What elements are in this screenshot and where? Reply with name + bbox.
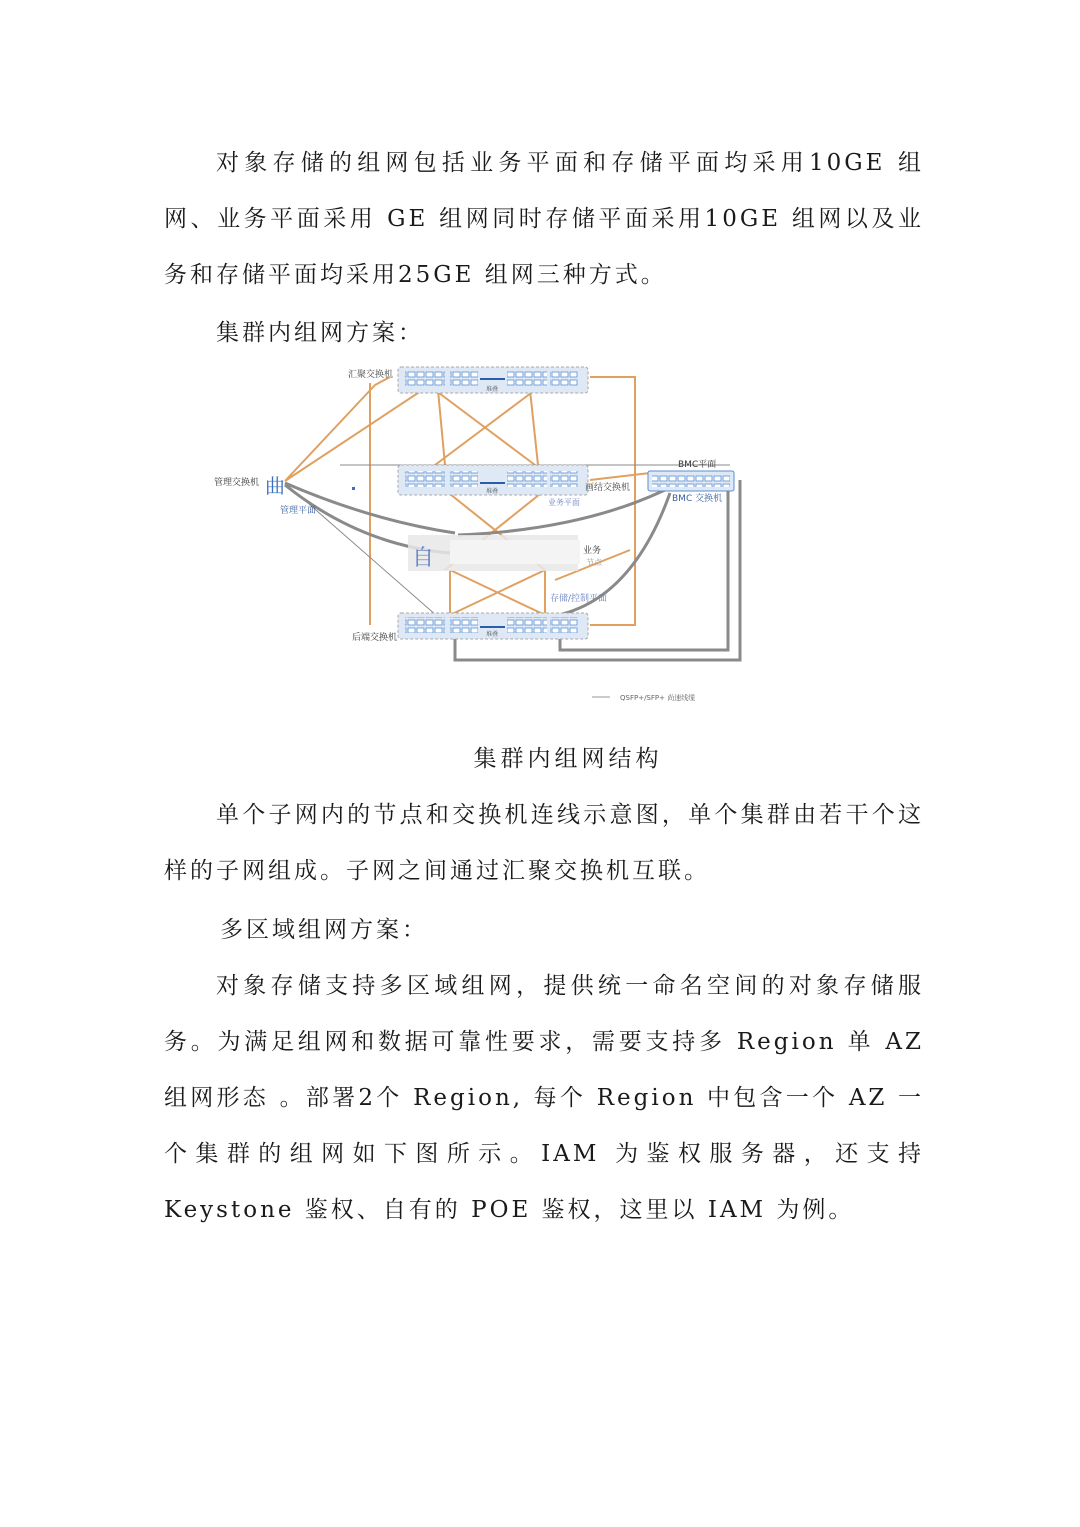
bmc-switch-label: BMC 交换机	[672, 494, 723, 504]
access-switch	[398, 465, 588, 495]
small-marker	[352, 487, 355, 490]
link-access-bmc	[590, 473, 650, 480]
service-plane-label: 业务平面	[548, 498, 580, 507]
backend-stack-label: 堆叠	[486, 631, 499, 638]
backend-switch-label: 后端交换机	[352, 633, 398, 643]
intro-paragraph: 对象存储的组网包括业务平面和存储平面均采用10GE 组网、业务平面采用 GE 组网同时存储平面采用10GE 组网以及业务和存储平面均采用25GE 组网三种方式。	[164, 150, 924, 288]
region-description: 对象存储支持多区域组网，提供统一命名空间的对象存储服务。为满足组网和数据可靠性要求，需要支持多 Region 单 AZ 组网形态 。部署2个 Region, 每个 Region 中包含一个 AZ 一个集群的组网如下图所示。IAM 为鉴权服务器，还支持 Keystone 鉴权、自有的 POE 鉴权，这里以 IAM 为例。	[164, 973, 924, 1223]
figure-caption: 集群内组网结构	[473, 746, 663, 772]
access-stack-label: 堆叠	[486, 488, 499, 495]
bmc-switch	[648, 471, 734, 491]
aggregation-stack-label: 堆叠	[486, 386, 499, 393]
service-node-label-1: 业务	[583, 546, 602, 556]
service-node-label-2: 节点	[586, 558, 602, 567]
link-agg-down-2	[530, 390, 538, 465]
legend-cable-label: QSFP+/SFP+ 尚速线缆	[620, 694, 696, 702]
link-agg-down-1	[438, 390, 445, 465]
cluster-heading: 集群内组网方案：	[216, 320, 424, 346]
cluster-description: 单个子网内的节点和交换机连线示意图，单个集群由若干个这样的子网组成。子网之间通过汇聚交换机互联。	[164, 802, 924, 884]
aggregation-switch	[398, 367, 588, 393]
region-heading: 多区域组网方案：	[220, 917, 428, 943]
cluster-network-diagram	[200, 355, 760, 710]
gray-link-bmc-1	[458, 490, 665, 535]
management-switch-label: 管理交换机	[214, 478, 260, 488]
backend-switch	[398, 613, 588, 639]
service-node-icon: 自	[412, 546, 435, 571]
aggregation-switch-label: 汇聚交换机	[348, 370, 394, 380]
bmc-plane-label: BMC平面	[678, 460, 717, 470]
management-plane-label: 管理平面	[280, 506, 317, 516]
orange-links	[285, 377, 650, 625]
storage-plane-label: 存储/控制平面	[550, 594, 608, 604]
management-switch-icon: 曲	[265, 474, 285, 498]
access-switch-label: 画结交换机	[585, 483, 631, 493]
